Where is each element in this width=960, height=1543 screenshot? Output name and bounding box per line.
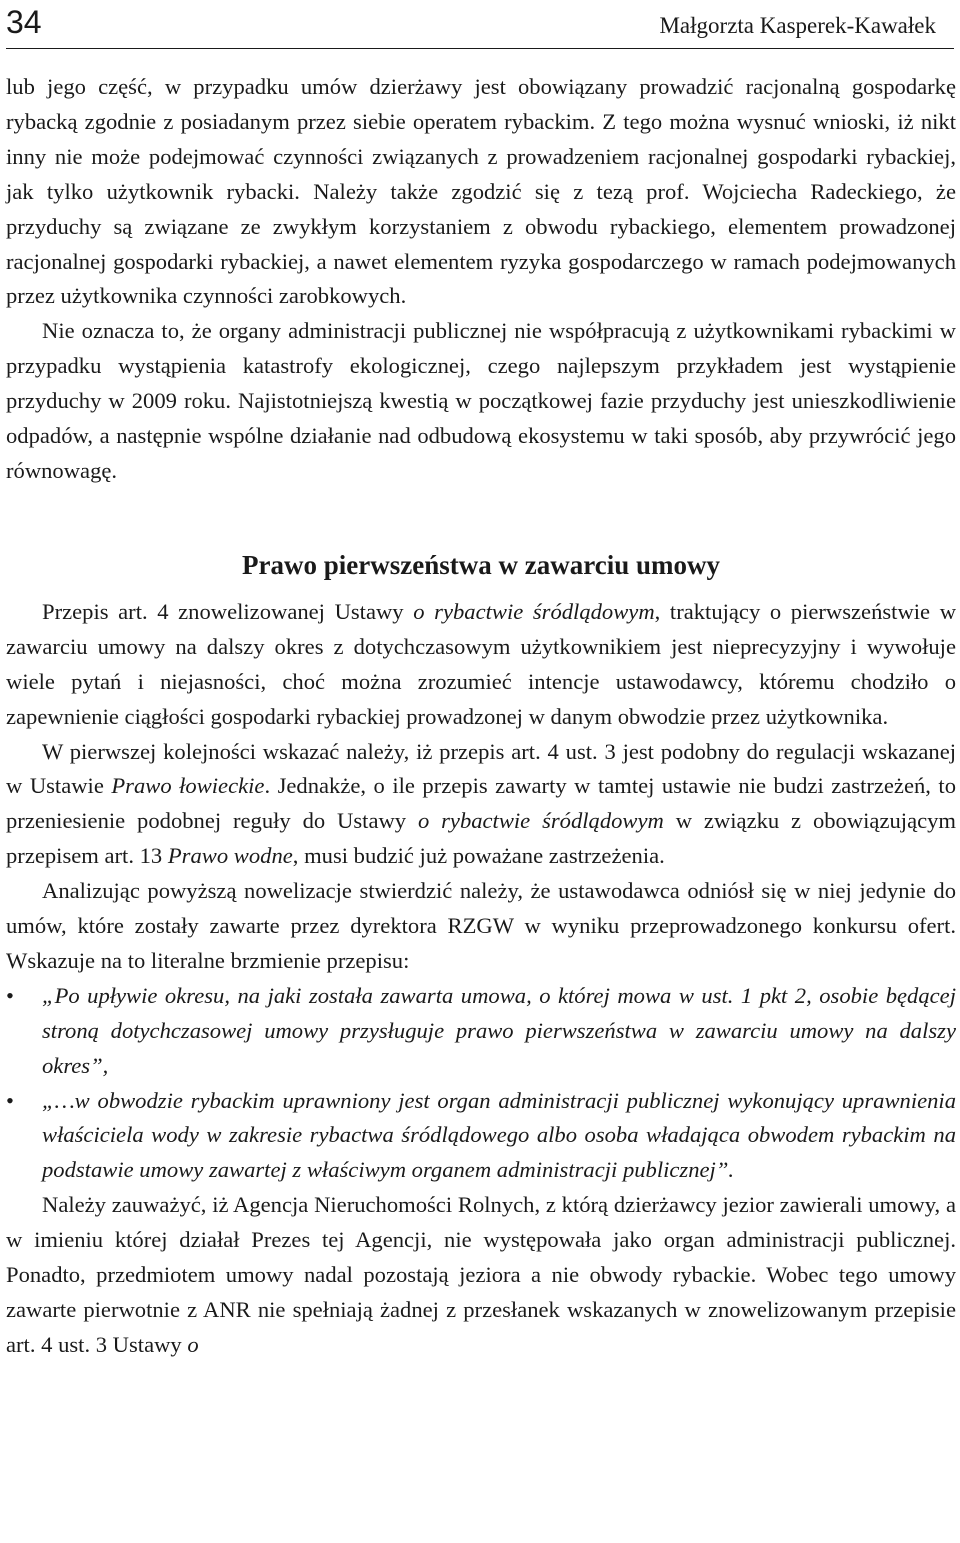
quote-list-item	[6, 979, 956, 1084]
paragraph-4-text-g: , musi budzić już poważane zastrzeżenia.	[292, 843, 665, 869]
paragraph-2: Nie oznacza to, że organy administracji publicznej nie współpracują z użytkownikami rybackimi w przypadku wystąpienia katastrofy ekologicznej, czego najlepszym przykładem jest wystąpienie przyduchy w 2009 roku. Najistotniejszą kwestią w początkowej fazie przyduchy jest unieszkodliwienie odpadów, a następnie wspólne działanie nad odbudową ekosystemu w taki sposób, aby przywrócić jego równowagę.	[6, 318, 956, 483]
quote-text: „…w obwodzie rybackim uprawniony jest organ administracji publicznej wykonujący uprawnienia właściciela wody w zakresie rybactwa śródlądowego albo osoba władająca obwodem rybackim na podstawie umowy zawartej z właściwym organem administracji publicznej”.	[42, 1087, 956, 1183]
paragraph-3-law-title: o rybactwie śródlądowym	[413, 598, 655, 624]
quote-list-item	[6, 1084, 956, 1189]
paragraph-5: Analizując powyższą nowelizacje stwierdzić należy, że ustawodawca odniósł się w niej jedynie do umów, które zostały zawarte przez dyrektora RZGW w wyniku przeprowadzonego konkursu ofert. Wskazuje na to literalne brzmienie przepisu:	[6, 878, 956, 973]
bullet-icon: •	[6, 982, 14, 1008]
paragraph-3-text-c: , traktujący o pierwszeństwie w zawarciu umowy na dalszy okres z dotychczasowym użytkownikiem jest nieprecyzyjny i wywołuje wiele pytań i niejasności, choć można zrozumieć intencje ustawodawcy, któremu chodziło o zapewnienie ciągłości gospodarki rybackiej prowadzonej w danym obwodzie przez użytkownika.	[6, 598, 957, 729]
paragraph-1: lub jego część, w przypadku umów dzierżawy jest obowiązany prowadzić racjonalną gospodarkę rybacką zgodnie z posiadanym przez siebie operatem rybackim. Z tego można wysnuć wnioski, iż nikt inny nie może podejmować czynności związanych z prowadzeniem racjonalnej gospodarki rybackiej, jak tylko użytkownik rybacki. Należy także zgodzić się z tezą prof. Wojciecha Radeckiego, że przyduchy są związane ze zwykłym korzystaniem z obwodu rybackiego, elementem prowadzonej racjonalnej gospodarki rybackiej, a nawet elementem ryzyka gospodarczego w ramach podejmowanych przez użytkownika czynności zarobkowych.	[6, 74, 956, 309]
paragraph-4-law-title-3: Prawo wodne	[167, 843, 293, 869]
paragraph-4-text-e: w związku z obowiązującym przepisem art. 13	[6, 808, 956, 869]
running-head-author: Małgorzta Kasperek-Kawałek	[659, 13, 936, 38]
page-number: 34	[6, 4, 42, 40]
paragraph-6	[6, 1188, 956, 1363]
page-header	[6, 0, 954, 49]
paragraph-4	[6, 735, 956, 875]
paragraph-4-text-c: . Jednakże, o ile przepis zawarty w tamtej ustawie nie budzi zastrzeżeń, to przeniesienie podobnej reguły do Ustawy	[6, 773, 957, 834]
paragraph-3-text-a: Przepis art. 4 znowelizowanej Ustawy	[42, 598, 414, 624]
paragraph-3	[6, 595, 956, 735]
quote-list	[6, 979, 956, 1188]
bullet-icon: •	[6, 1087, 14, 1113]
paragraph-6-text-b: o	[187, 1331, 199, 1357]
paragraph-6-text-a: Należy zauważyć, iż Agencja Nieruchomości Rolnych, z którą dzierżawcy jezior zawierali umowy, a w imieniu której działał Prezes tej Agencji, nie występowała jako organ administracji publicznej. Ponadto, przedmiotem umowy nadal pozostają jeziora a nie obwody rybackie. Wobec tego umowy zawarte pierwotnie z ANR nie spełniają żadnej z przesłanek wskazanych w znowelizowanym przepisie art. 4 ust. 3 Ustawy	[6, 1192, 956, 1357]
section-heading: Prawo pierwszeństwa w zawarciu umowy	[242, 549, 720, 580]
paragraph-4-law-title-2: o rybactwie śródlądowym	[417, 808, 664, 834]
body-text	[6, 70, 956, 1363]
paragraph-4-law-title-1: Prawo łowieckie	[111, 773, 265, 799]
paragraph-4-text-a: W pierwszej kolejności wskazać należy, iż przepis art. 4 ust. 3 jest podobny do regulacji wskazanej w Ustawie	[6, 738, 956, 799]
quote-text: „Po upływie okresu, na jaki została zawarta umowa, o której mowa w ust. 1 pkt 2, osobie będącej stroną dotychczasowej umowy przysługuje prawo pierwszeństwa w zawarciu umowy na dalszy okres”,	[42, 982, 956, 1078]
